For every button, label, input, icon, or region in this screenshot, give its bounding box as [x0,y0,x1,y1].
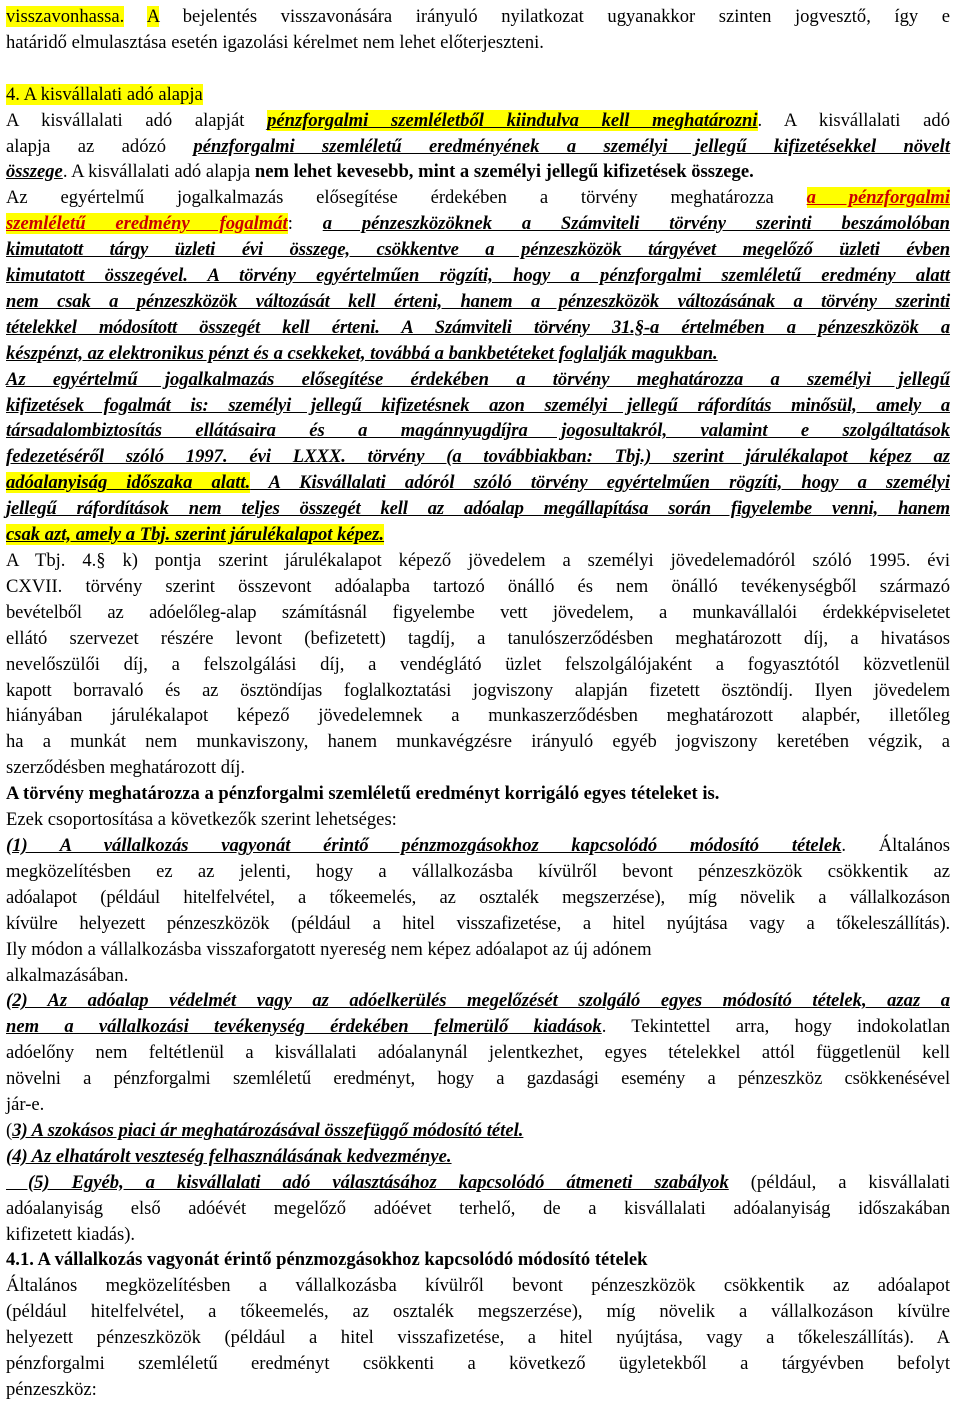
text-span: A kisvállalati adó alapját [6,109,268,131]
highlighted-phrase: csak azt, amely a Tbj. szerint járulékalapot képez. [6,524,385,546]
emphasis-phrase: összege [6,161,63,183]
paragraph-line: kifizetett kiadás). [6,1223,136,1245]
paragraph-line [6,159,950,185]
emphasis-line: kifizetések fogalmát is: személyi jellegű kifizetésnek azon személyi jellegű ráfordítás minősül, amely a [6,394,950,416]
list-item-5 [6,1170,950,1196]
paragraph-line: (például hitelfelvétel, a tőkeemelés, az osztalék megszerzése), míg növelik a vállalkozáson kívülre [6,1301,950,1323]
list-item-4: (4) Az elhatárolt veszteség felhasználásának kedvezménye. [6,1145,452,1167]
emphasis-line: nem csak a pénzeszközök változását kell érteni, hanem a pénzeszközök változásának a törvény szerinti [6,290,950,312]
emphasis-line: Az egyértelmű jogalkalmazás elősegítése érdekében a törvény meghatározza a személyi jellegű [6,368,950,390]
paragraph-line: adóelőny nem feltétlenül a kisvállalati adóalanynál jelentkezhet, egyes tételekkel attól függetlenül kell [6,1042,950,1064]
paragraph-line: A Tbj. 4.§ k) pontja szerint járulékalapot képező jövedelem a személyi jövedelemadóról szóló 1995. évi [6,550,950,572]
paragraph-line [6,1014,950,1040]
paragraph-line: megközelítésben ez az jelenti, hogy a vállalkozásba kívülről bevont pénzeszközök csökkentik az [6,860,950,882]
paragraph-line: ha a munkát nem munkaviszony, hanem munkavégzésre irányuló egyéb jogviszony keretében végzik, a [6,731,950,753]
paragraph-line: pénzforgalmi szemléletű eredményt csökkenti a következő ügyletekből a tárgyévben befolyt [6,1353,950,1375]
text-span: . Általános [841,834,950,856]
text-span: bejelentés visszavonására irányuló nyilatkozat ugyanakkor szinten jogvesztő, így e [159,6,950,27]
paragraph-line [6,263,950,289]
emphasis-line: társadalombiztosítás ellátásaira és a magánnyugdíjra jogosultakról, valamint e szolgáltatások [6,420,950,442]
list-item-title: 3) A szokásos piaci ár meghatározásával összefüggő módosító tétel. [12,1119,524,1141]
paragraph-line: helyezett pénzeszközök (például a hitel visszafizetése, a hitel nyújtása, vagy a tőkeleszállítás). A [6,1327,950,1349]
paragraph-line: nevelőszülői díj, a felszolgálási díj, a vendéglátó üzlet felszolgálójaként a fogyasztótól közvetlenül [6,653,950,675]
section-heading [6,82,950,108]
paragraph-line: CXVII. törvény szerint összevont adóalapba tartozó önálló és nem önálló tevékenységből származó [6,575,950,597]
section-heading-text: 4. A kisvállalati adó alapja [6,83,203,105]
text-span: Az egyértelmű jogalkalmazás elősegítése érdekében a törvény meghatározza [6,187,807,209]
paragraph-line [6,134,950,160]
paragraph-line: ellátó szervezet részére levont (befizetett) tagdíj, a tanulószerződésben meghatározott díj, a hivatásos [6,627,950,649]
paragraph-line [6,470,950,496]
list-item-1 [6,833,950,859]
list-item-title: nem a vállalkozási tevékenység érdekében felmerülő kiadások [6,1016,602,1038]
paragraph-line [6,522,950,548]
paragraph-line: adóalanyiság első adóévét megelőző adóévet terhelő, de a kisvállalati adóalanyiság időszakában [6,1197,950,1219]
highlighted-phrase: pénzforgalmi szemléletből kiindulva kell meghatározni [267,109,758,131]
paragraph-line [6,211,950,237]
paragraph-line: kapott borravaló és az ösztöndíjas foglalkoztatási jogviszony alapján fizetett ösztöndíj. Ilyen jövedelem [6,679,950,701]
subsection-heading: 4.1. A vállalkozás vagyonát érintő pénzmozgásokhoz kapcsolódó módosító tételek [6,1249,648,1271]
emphasis-phrase: A törvény egyértelműen rögzíti, hogy a pénzforgalmi szemléletű eredmény alatt [187,265,950,287]
emphasis-phrase: a pénzeszközöknek a Számviteli törvény szerinti beszámolóban [322,213,950,235]
list-item-title: (1) A vállalkozás vagyonát érintő pénzmozgásokhoz kapcsolódó módosító tételek [6,834,842,856]
text-span: . A kisvállalati adó [757,109,950,131]
document-page [6,4,950,1403]
paragraph-line: adóalapot (például hitelfelvétel, a tőkeemelés, az osztalék megszerzése), míg növelik a vállalkozáson [6,886,950,908]
paragraph-line: bevételből az adóelőleg-alap számításnál figyelembe vett jövedelem, a munkavállalói érdekképviseletet [6,601,950,623]
paragraph-line [6,185,950,211]
paragraph-line: szerződésben meghatározott díj. [6,757,246,779]
paragraph-line: Ezek csoportosítása a következők szerint lehetséges: [6,809,397,831]
highlighted-text: A [146,6,160,27]
list-item-title: (5) Egyéb, a kisvállalati adó választásához kapcsolódó átmeneti szabályok [6,1171,729,1193]
emphasis-line: jellegű ráfordítások nem teljes összegét kell az adóalap megállapítása során figyelembe venni, hanem [6,498,950,520]
list-item-3 [6,1118,950,1144]
paragraph-line: hiányában járulékalapot képező jövedelemnek a munkaszerződésben meghatározott alapbér, illetőleg [6,705,950,727]
paragraph-line [6,108,950,134]
paragraph-line: jár-e. [6,1094,45,1116]
highlighted-phrase: adóalanyiság időszaka alatt. [6,472,251,494]
highlighted-term: a pénzforgalmi [806,187,950,209]
paragraph-line: pénzeszköz: [6,1379,97,1401]
text-span: (például, a kisvállalati [728,1171,951,1193]
bold-phrase: nem lehet kevesebb, mint a személyi jellegű kifizetések összege. [254,161,754,183]
text-span: : [287,213,323,235]
highlighted-text: visszavonhassa. [6,6,125,27]
paragraph-line: Ily módon a vállalkozásba visszaforgatott nyereség nem képez adóalapot az új adónem [6,938,652,960]
paragraph-line: kívülre helyezett pénzeszközök (például a hitel visszafizetése, a hitel nyújtása vagy a tőkeleszállítás). [6,912,950,934]
emphasis-phrase: A Kisvállalati adóról szóló törvény egyértelműen rögzíti, hogy a személyi [250,472,951,494]
paragraph-line: Általános megközelítésben a vállalkozásba kívülről bevont pénzeszközök csökkentik az adóalapot [6,1275,950,1297]
emphasis-line: fedezetéséről szóló 1997. évi LXXX. törvény (a továbbiakban: Tbj.) szerint járulékalapot képez az [6,446,950,468]
emphasis-line: tételekkel módosított összegét kell érteni. A Számviteli törvény 31.§-a értelmében a pénzeszközök a [6,316,950,338]
blank-line [6,56,950,82]
text-span: . A kisvállalati adó alapja [62,161,255,183]
text-line [6,4,950,30]
emphasis-line: készpénzt, az elektronikus pénzt és a csekkeket, továbbá a bankbetéteket foglalják magukban. [6,342,718,364]
highlighted-term: szemléletű eredmény fogalmát [6,213,288,235]
text-span: . Tekintettel arra, hogy indokolatlan [601,1016,950,1038]
emphasis-phrase: pénzforgalmi szemléletű eredményének a személyi jellegű kifizetésekkel növelt [193,135,950,157]
text-span: ( [6,1119,13,1141]
emphasis-line: kimutatott tárgy üzleti évi összege, csökkentve a pénzeszközök tárgyévet megelőző üzleti évben [6,239,950,261]
text-line: határidő elmulasztása esetén igazolási kérelmet nem lehet előterjeszteni. [6,31,544,53]
list-item-2: (2) Az adóalap védelmét vagy az adóelkerülés megelőzését szolgáló egyes módosító tételek, azaz a [6,990,950,1012]
paragraph-line: alkalmazásában. [6,964,129,986]
paragraph-line: növelni a pénzforgalmi szemléletű eredményt, hogy a gazdasági esemény a pénzeszköz csökkenésével [6,1068,950,1090]
bold-statement: A törvény meghatározza a pénzforgalmi szemléletű eredményt korrigáló egyes tételeket is. [6,783,720,805]
emphasis-phrase: kimutatott összegével. [6,265,188,287]
text-span: alapja az adózó [6,135,194,157]
